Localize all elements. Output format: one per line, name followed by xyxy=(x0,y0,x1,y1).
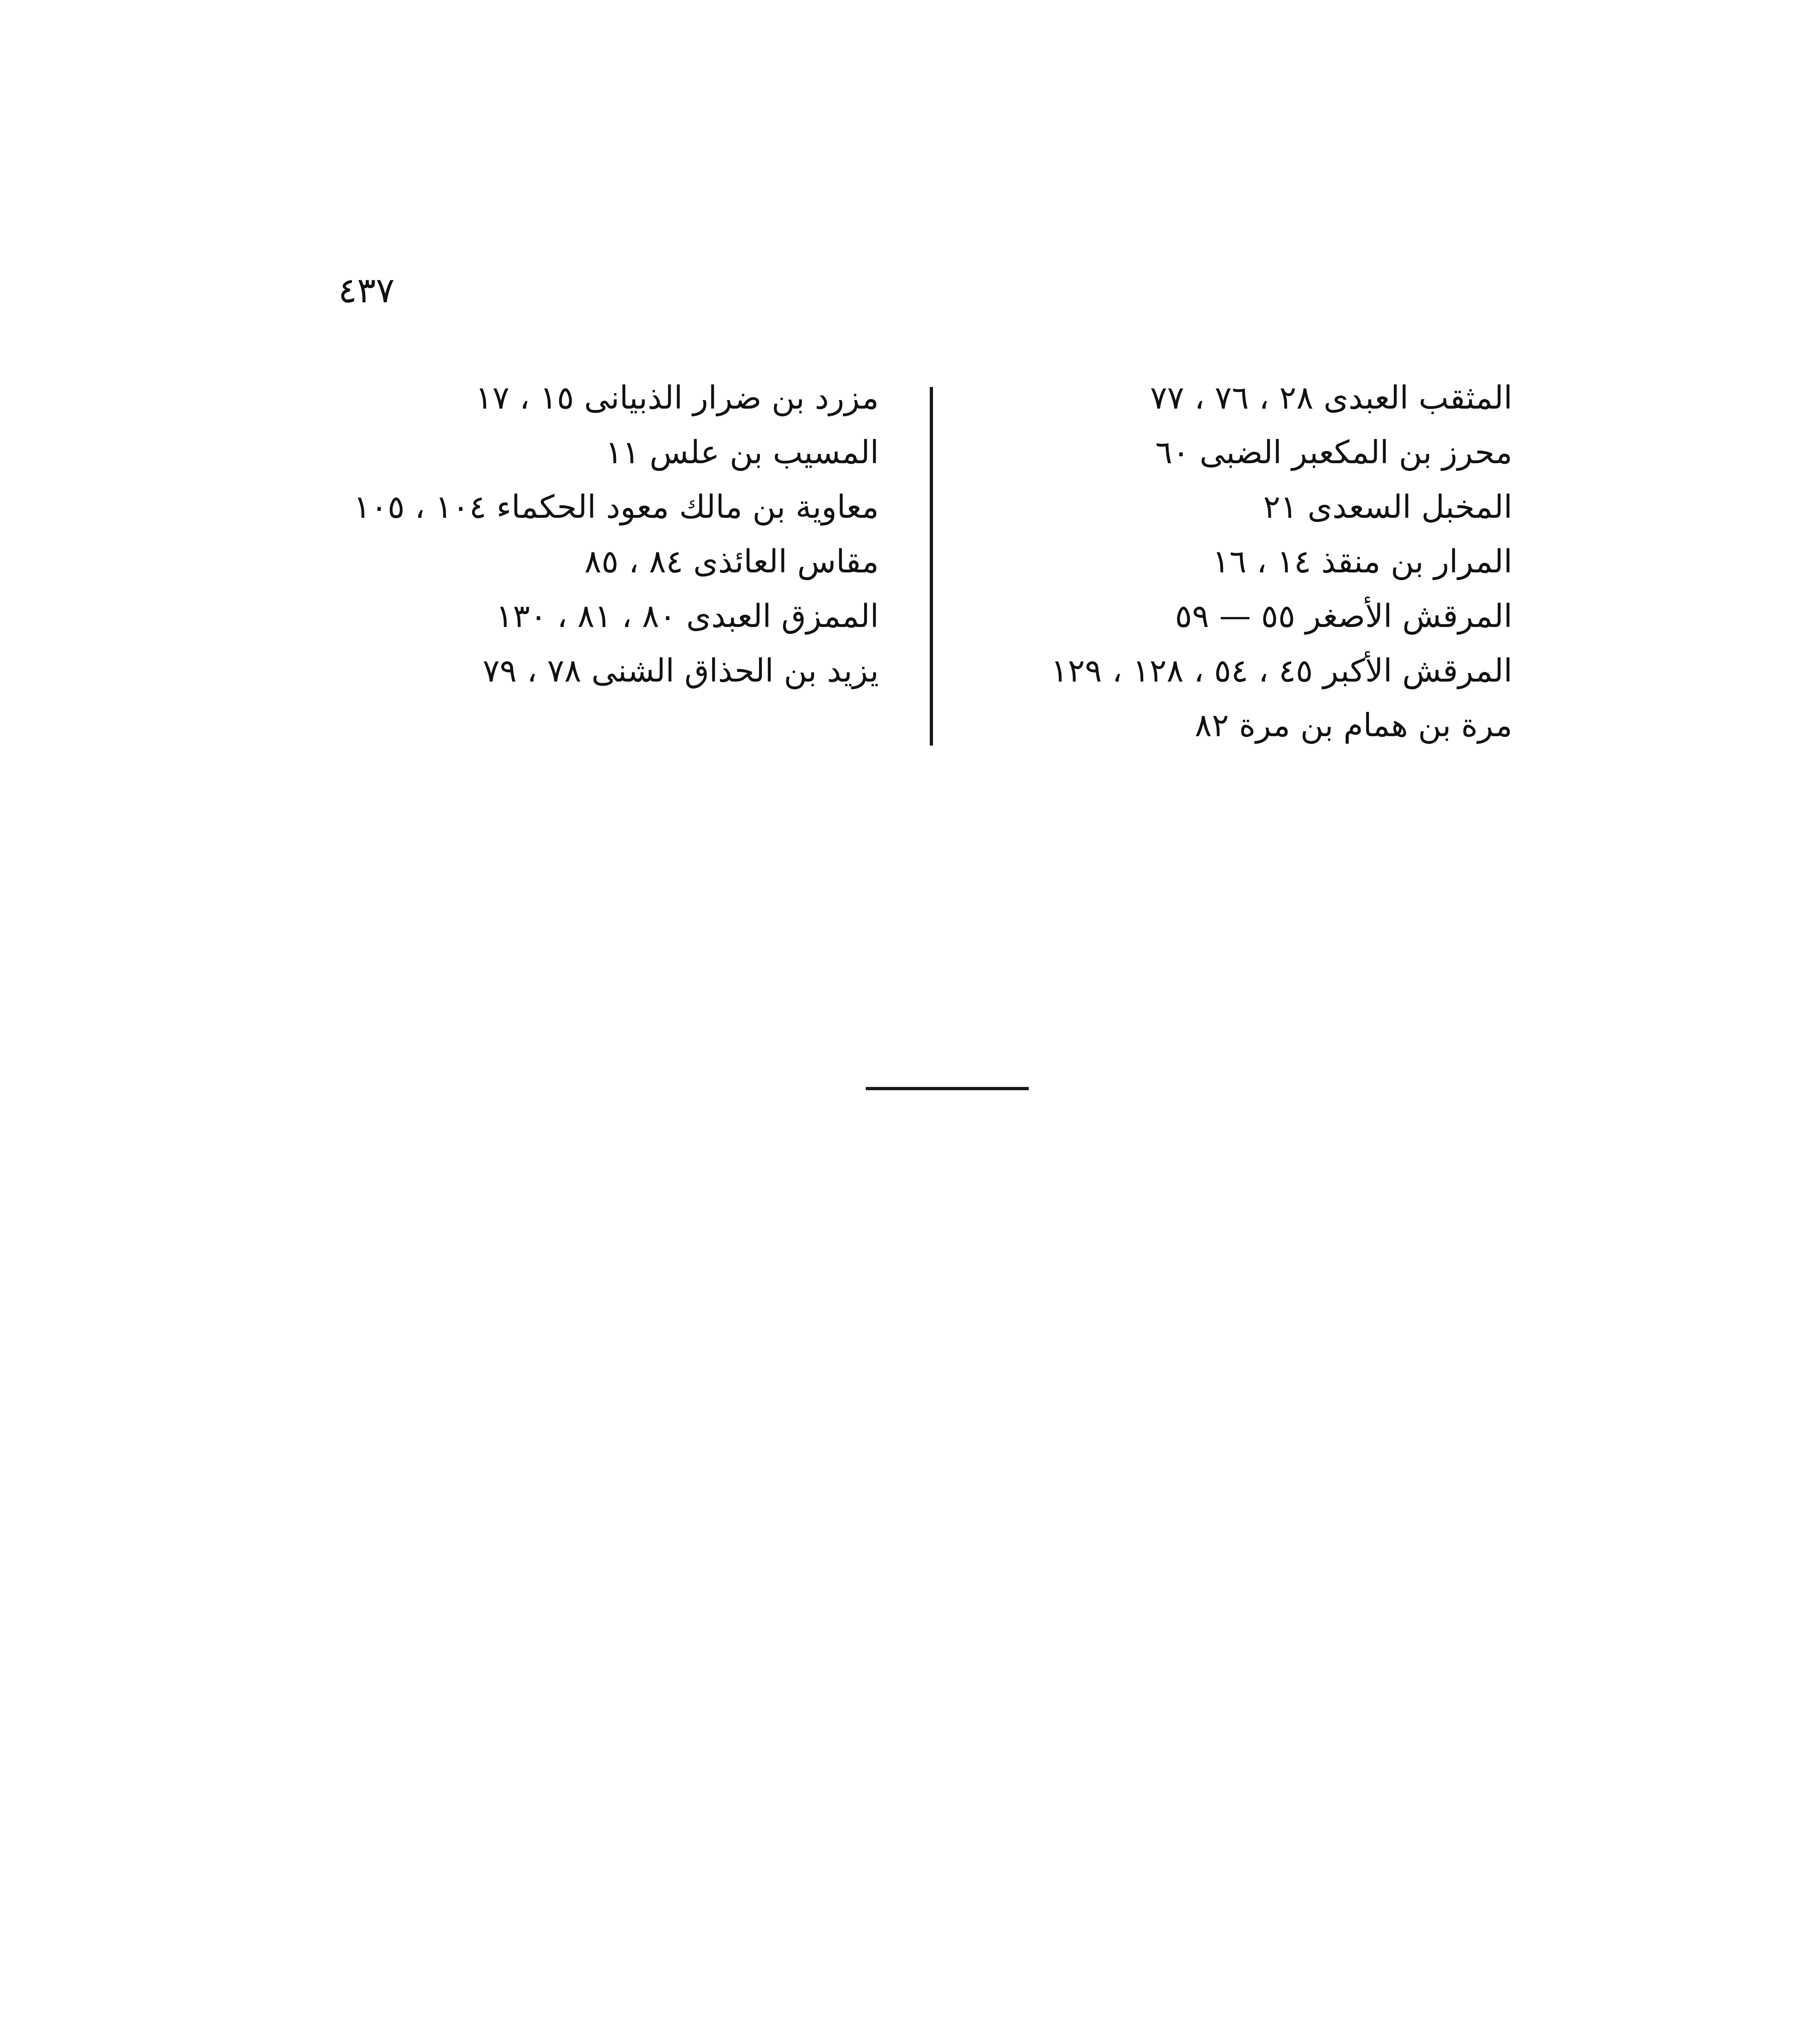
index-entry: المخبل السعدى ٢١ xyxy=(1263,489,1512,526)
index-column-left xyxy=(268,371,879,698)
column-divider xyxy=(930,387,933,746)
index-entry: المرقش الأكبر ٤٥ ، ٥٤ ، ١٢٨ ، ١٢٩ xyxy=(1050,653,1512,689)
index-entry: الممزق العبدى ٨٠ ، ٨١ ، ١٣٠ xyxy=(495,598,879,635)
index-entry: محرز بن المكعبر الضبى ٦٠ xyxy=(1155,434,1512,471)
index-entry: معاوية بن مالك معود الحكماء ١٠٤ ، ١٠٥ xyxy=(353,489,879,526)
index-entry: يزيد بن الحذاق الشنى ٧٨ ، ٧٩ xyxy=(482,653,879,689)
index-entry: مقاس العائذى ٨٤ ، ٨٥ xyxy=(584,543,879,580)
index-entry: مزرد بن ضرار الذبيانى ١٥ ، ١٧ xyxy=(475,380,879,416)
index-entry: المرقش الأصغر ٥٥ — ٥٩ xyxy=(1175,598,1512,635)
page-number: ٤٣٧ xyxy=(338,270,395,311)
index-column-right xyxy=(958,371,1512,753)
index-entry: مرة بن همام بن مرة ٨٢ xyxy=(1195,707,1512,744)
index-entry: المسيب بن علس ١١ xyxy=(605,434,879,471)
index-entry: المرار بن منقذ ١٤ ، ١٦ xyxy=(1212,543,1512,580)
index-entry: المثقب العبدى ٢٨ ، ٧٦ ، ٧٧ xyxy=(1150,380,1512,416)
end-rule xyxy=(866,1087,1029,1090)
